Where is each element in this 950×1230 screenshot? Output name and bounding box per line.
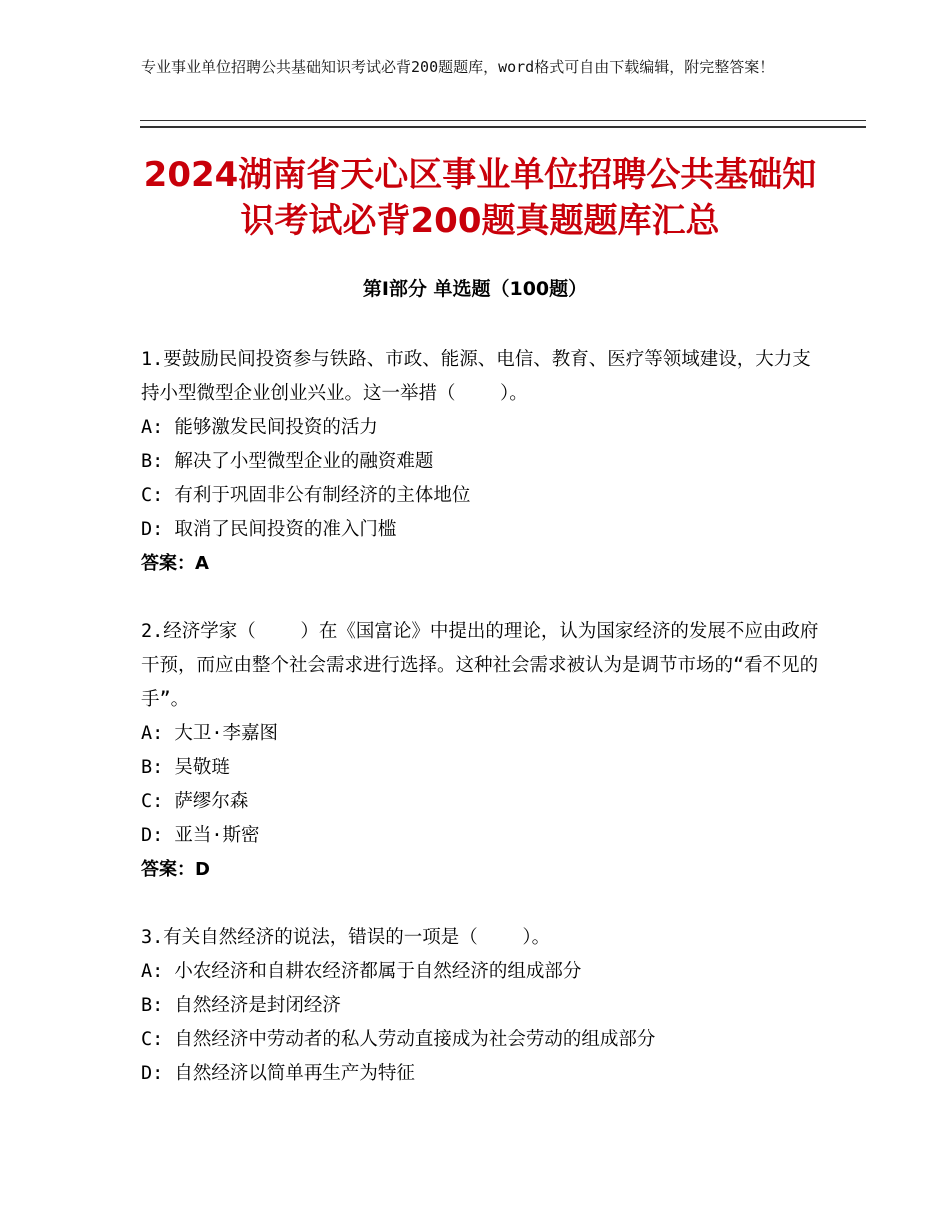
question-1 xyxy=(141,343,821,581)
option-a: A: 能够激发民间投资的活力 xyxy=(141,417,378,438)
option-b: B: 自然经济是封闭经济 xyxy=(141,995,341,1016)
header-note: 专业事业单位招聘公共基础知识考试必背200题题库，word格式可自由下载编辑，附完整答案！ xyxy=(141,58,775,76)
option-b: B: 解决了小型微型企业的融资难题 xyxy=(141,451,434,472)
question-stem: 1.要鼓励民间投资参与铁路、市政、能源、电信、教育、医疗等领域建设，大力支持小型微型企业创业兴业。这一举措（ ）。 xyxy=(141,349,811,404)
option-c: C: 有利于巩固非公有制经济的主体地位 xyxy=(141,485,471,506)
question-2 xyxy=(141,615,821,887)
question-stem: 2.经济学家（ ）在《国富论》中提出的理论，认为国家经济的发展不应由政府干预，而应由整个社会需求进行选择。这种社会需求被认为是调节市场的“看不见的手”。 xyxy=(141,621,819,710)
option-d: D: 亚当·斯密 xyxy=(141,825,260,846)
answer-label: 答案：A xyxy=(141,553,209,574)
option-a: A: 大卫·李嘉图 xyxy=(141,723,279,744)
question-list xyxy=(141,343,821,1125)
header-divider xyxy=(140,120,866,128)
option-a: A: 小农经济和自耕农经济都属于自然经济的组成部分 xyxy=(141,961,582,982)
option-d: D: 自然经济以简单再生产为特征 xyxy=(141,1063,415,1084)
document-title: 2024湖南省天心区事业单位招聘公共基础知识考试必背200题真题题库汇总 xyxy=(143,155,817,241)
question-3 xyxy=(141,921,821,1091)
section-title: 第Ⅰ部分 单选题（100题） xyxy=(362,278,588,300)
option-d: D: 取消了民间投资的准入门槛 xyxy=(141,519,397,540)
option-b: B: 吴敬琏 xyxy=(141,757,230,778)
option-c: C: 自然经济中劳动者的私人劳动直接成为社会劳动的组成部分 xyxy=(141,1029,656,1050)
option-c: C: 萨缪尔森 xyxy=(141,791,249,812)
question-stem: 3.有关自然经济的说法，错误的一项是（ ）。 xyxy=(141,927,551,948)
answer-label: 答案：D xyxy=(141,859,210,880)
